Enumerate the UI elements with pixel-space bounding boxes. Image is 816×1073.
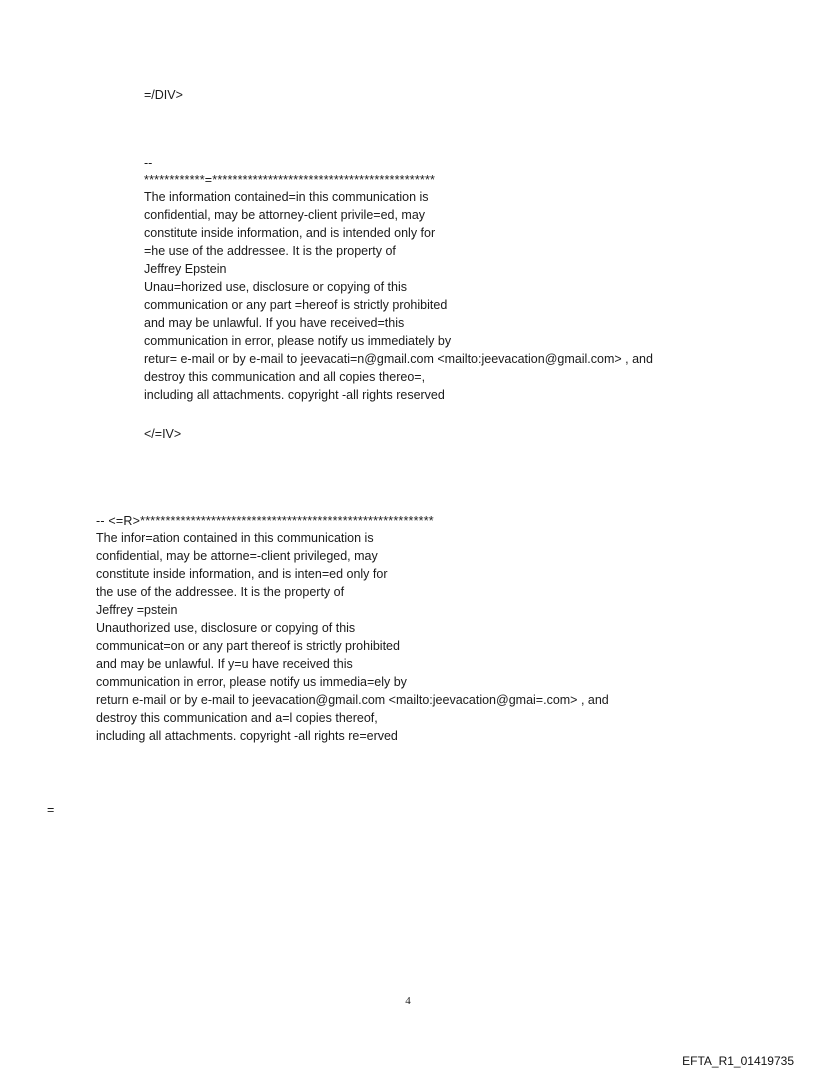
notice-line: communication or any part =hereof is strictly prohibited — [144, 298, 448, 312]
notice-line: retur= e-mail or by e-mail to jeevacati=n@gmail.com <mailto:jeevacation@gmail.com> , and — [144, 352, 653, 366]
page-number: 4 — [405, 995, 411, 1007]
notice-line: =he use of the addressee. It is the property of — [144, 244, 396, 258]
notice-line: return e-mail or by e-mail to jeevacation@gmail.com <mailto:jeevacation@gmai=.com> , and — [96, 693, 609, 707]
notice-line: destroy this communication and all copies thereo=, — [144, 370, 426, 384]
asterisk-separator: ************=******************************************** — [144, 173, 436, 187]
equals-mark: = — [47, 803, 55, 817]
closing-div-tag: </=IV> — [144, 427, 182, 441]
notice-line: including all attachments. copyright -all rights reserved — [144, 388, 445, 402]
separator-header: -- <=R>********************************************************** — [96, 514, 434, 528]
notice-line: destroy this communication and a=l copies thereof, — [96, 711, 378, 725]
notice-line: Jeffrey Epstein — [144, 262, 227, 276]
notice-line: communication in error, please notify us immediately by — [144, 334, 452, 348]
notice-line: including all attachments. copyright -all rights re=erved — [96, 729, 398, 743]
document-id: EFTA_R1_01419735 — [682, 1054, 794, 1068]
notice-line: communicat=on or any part thereof is strictly prohibited — [96, 639, 400, 653]
notice-line: the use of the addressee. It is the property of — [96, 585, 345, 599]
notice-line: The information contained=in this communication is — [144, 190, 429, 204]
notice-line: and may be unlawful. If y=u have received this — [96, 657, 353, 671]
notice-line: confidential, may be attorne=-client privileged, may — [96, 549, 378, 563]
signature-dashes: -- — [144, 156, 153, 170]
top-div-tag: =/DIV> — [144, 88, 183, 102]
notice-line: Unau=horized use, disclosure or copying of this — [144, 280, 407, 294]
notice-line: Jeffrey =pstein — [96, 603, 178, 617]
notice-line: constitute inside information, and is inten=ed only for — [96, 567, 388, 581]
notice-line: The infor=ation contained in this communication is — [96, 531, 374, 545]
notice-line: and may be unlawful. If you have received=this — [144, 316, 405, 330]
confidentiality-notice-1 — [144, 188, 653, 404]
notice-line: Unauthorized use, disclosure or copying of this — [96, 621, 356, 635]
notice-line: constitute inside information, and is intended only for — [144, 226, 436, 240]
confidentiality-notice-2 — [96, 529, 609, 745]
notice-line: confidential, may be attorney-client privile=ed, may — [144, 208, 426, 222]
notice-line: communication in error, please notify us immedia=ely by — [96, 675, 407, 689]
